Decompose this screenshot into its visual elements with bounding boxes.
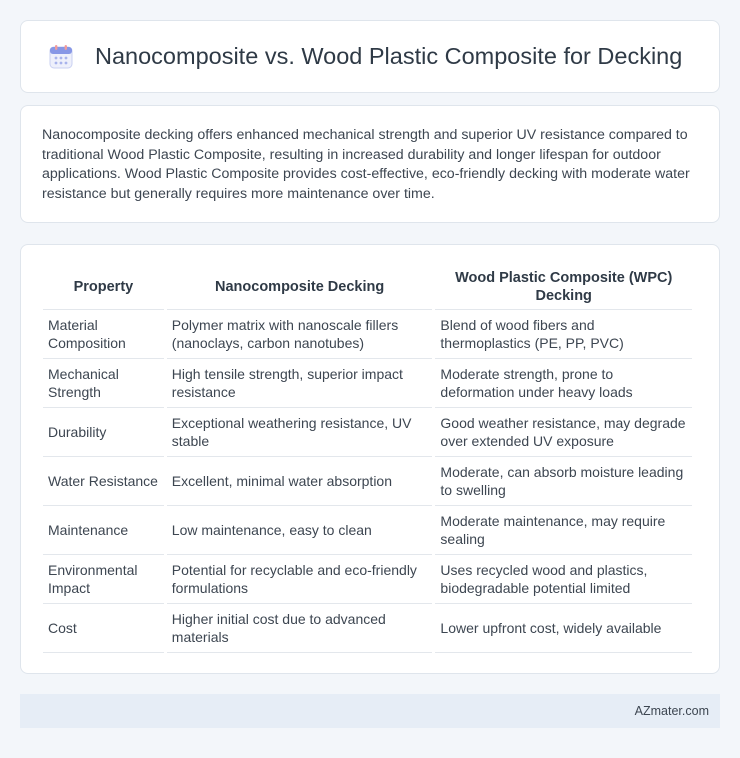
table-row [43,457,692,506]
summary-card [20,105,720,223]
footer-bar [20,694,720,728]
header-property: Property [43,265,164,310]
table-header-row [43,265,692,310]
nanocomposite-cell: Excellent, minimal water absorption [167,457,433,506]
table-row [43,555,692,604]
page-title: Nanocomposite vs. Wood Plastic Composite for Decking [95,43,683,69]
wpc-cell: Lower upfront cost, widely available [435,604,692,653]
wpc-cell: Blend of wood fibers and thermoplastics (PE, PP, PVC) [435,310,692,359]
property-cell: Maintenance [43,506,164,555]
summary-text: Nanocomposite decking offers enhanced mechanical strength and superior UV resistance compared to traditional Wood Plastic Composite, resulting in increased durability and longer lifespan for outdoor applications. Wood Plastic Composite provides cost-effective, eco-friendly decking with moderate water resistance but generally requires more maintenance over time. [42,127,690,202]
nanocomposite-cell: Potential for recyclable and eco-friendly formulations [167,555,433,604]
nanocomposite-cell: Polymer matrix with nanoscale fillers (nanoclays, carbon nanotubes) [167,310,433,359]
property-cell: Environmental Impact [43,555,164,604]
wpc-cell: Moderate strength, prone to deformation under heavy loads [435,359,692,408]
nanocomposite-cell: Higher initial cost due to advanced materials [167,604,433,653]
property-cell: Cost [43,604,164,653]
property-cell: Material Composition [43,310,164,359]
wpc-cell: Moderate maintenance, may require sealing [435,506,692,555]
table-row [43,408,692,457]
table-row [43,506,692,555]
table-row [43,359,692,408]
nanocomposite-cell: Low maintenance, easy to clean [167,506,433,555]
property-cell: Water Resistance [43,457,164,506]
comparison-table [40,265,695,653]
table-row [43,310,692,359]
footer-source: AZmater.com [634,704,709,718]
wpc-cell: Good weather resistance, may degrade over extended UV exposure [435,408,692,457]
header-card [20,20,720,93]
wpc-cell: Uses recycled wood and plastics, biodegradable potential limited [435,555,692,604]
property-cell: Mechanical Strength [43,359,164,408]
property-cell: Durability [43,408,164,457]
header-nanocomposite: Nanocomposite Decking [167,265,433,310]
nanocomposite-cell: Exceptional weathering resistance, UV stable [167,408,433,457]
header-wpc: Wood Plastic Composite (WPC) Decking [435,265,692,310]
wpc-cell: Moderate, can absorb moisture leading to swelling [435,457,692,506]
nanocomposite-cell: High tensile strength, superior impact resistance [167,359,433,408]
comparison-table-card [20,244,720,674]
calendar-icon [47,43,75,71]
table-row [43,604,692,653]
